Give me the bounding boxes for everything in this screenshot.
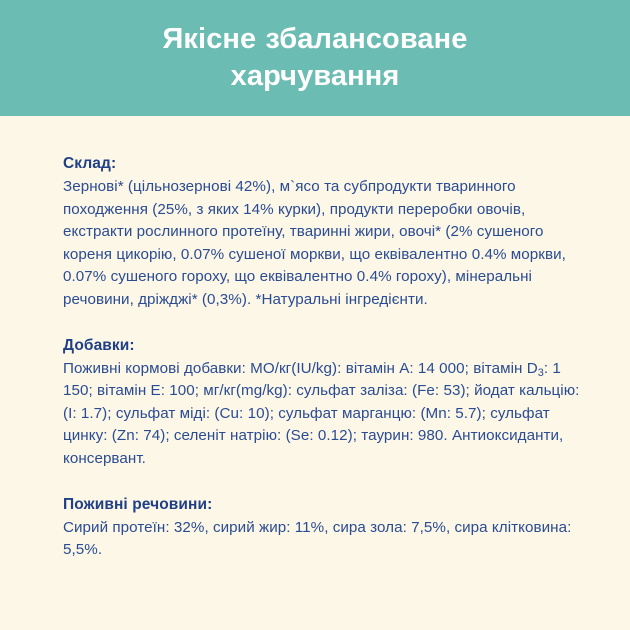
section-composition-body: Зернові* (цільнозернові 42%), м`ясо та субпродукти тваринного походження (25%, з яких 14% курки), продукти переробки овочів, екстракти рослинного протеїну, тваринні жири, овочі* (2% сушеного кореня цикорію, 0.07% сушеної моркви, що еквівалентно 0.4% моркви, 0.07% сушеного гороху, що еквівалентно 0.4% гороху), мінеральні речовини, дріжджі* (0,3%). *Натуральні інгредієнти. [63,178,571,308]
banner-title: Якісне збалансоване харчування [162,23,468,92]
vitamin-d3-subscript: 3 [537,366,544,379]
section-additives-heading: Добавки: [63,336,135,354]
header-banner [0,0,630,116]
section-nutrients-heading: Поживні речовини: [63,495,213,513]
section-nutrients [63,493,580,562]
section-nutrients-body: Сирий протеїн: 32%, сирий жир: 11%, сира зола: 7,5%, сира клітковина: 5,5%. [63,518,576,559]
section-composition-heading: Склад: [63,155,117,172]
additives-text-pre: Поживні кормові добавки: МО/кг(IU/kg): вітамін A: 14 000; вітамін D [63,359,538,377]
section-composition [63,152,580,312]
additives-text-post: : 1 150; вітамін E: 100; мг/кг(mg/kg): сульфат заліза: (Fe: 53); йодат кальцію: (I: 1.7); сульфат міді: (Cu: 10); сульфат марганцю: (Mn: 5.7); сульфат цинку: (Zn: 74); селеніт натрію: (Se: 0.12); таурин: 980. Антиоксиданти, консервант. [63,359,584,467]
section-additives [63,334,584,471]
content-area [0,116,630,630]
section-additives-body [63,358,584,471]
